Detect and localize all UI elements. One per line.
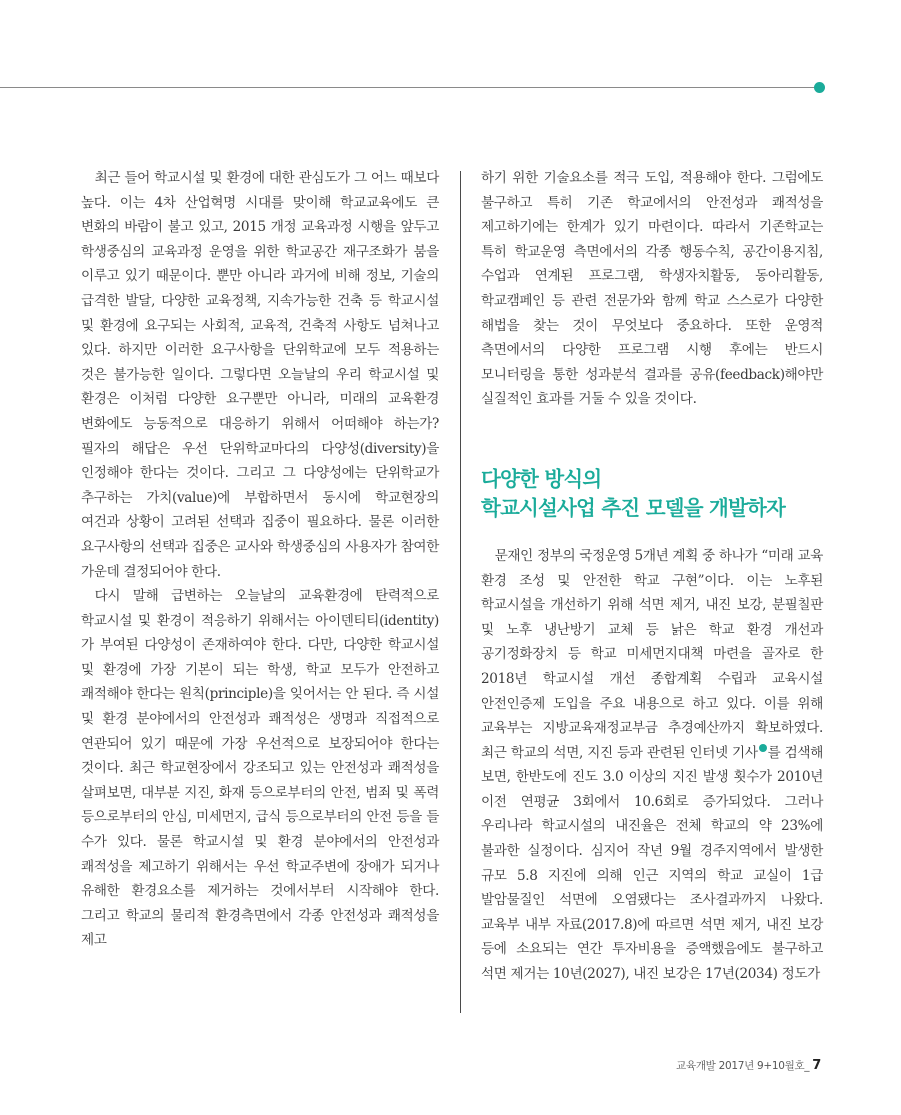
paragraph-text: 문재인 정부의 국정운영 5개년 계획 중 하나가 “미래 교육 환경 조성 및 안전한 학교 구현”이다. 이는 노후된 학교시설을 개선하기 위해 석면 제거, 내진 보강, 분필칠판 및 노후 냉난방기 교체 등 낡은 학교 환경 개선과 공기정화장치 등 학교 미세먼지대책 마련을 골자로 한 2018년 학교시설 개선 종합계획 수립과 교육시설 안전인증제 도입을 주요 내용으로 하고 있다. 이를 위해 교육부는 지방교육재정교부금 추경예산까지 확보하였다. 최근 학교의 석면, 지진 등과 관련된 인터넷 기사 [481, 547, 823, 761]
page-number: 7 [812, 1058, 821, 1073]
section-heading [481, 465, 823, 523]
section-heading-line-1: 다양한 방식의 [481, 466, 602, 491]
paragraph: 하기 위한 기술요소를 적극 도입, 적용해야 한다. 그럼에도 불구하고 특히 기존 학교에서의 안전성과 쾌적성을 제고하기에는 한계가 있기 마련이다. 따라서 기존학교는 특히 학교운영 측면에서의 각종 행동수칙, 공간이용지침, 수업과 연계된 프로그램, 학생자치활동, 동아리활동, 학교캠페인 등 관련 전문가와 함께 학교 스스로가 다양한 해법을 찾는 것이 무엇보다 중요하다. 또한 운영적 측면에서의 다양한 프로그램 시행 후에는 반드시 모니터링을 통한 성과분석 결과를 공유(feedback)해야만 실질적인 효과를 거둘 수 있을 것이다. [481, 170, 823, 408]
article-column-left [81, 166, 439, 953]
footnote-dot-icon[interactable] [759, 744, 767, 752]
paragraph: 다시 말해 급변하는 오늘날의 교육환경에 탄력적으로 학교시설 및 환경이 적응하기 위해서는 아이덴티티(identity)가 부여된 다양성이 존재하여야 한다. 다만, 다양한 학교시설 및 환경에 가장 기본이 되는 학생, 학교 모두가 안전하고 쾌적해야 한다는 원칙(principle)을 잊어서는 안 된다. 즉 시설 및 환경 분야에서의 안전성과 쾌적성은 생명과 직접적으로 연관되어 있기 때문에 가장 우선적으로 보장되어야 한다는 것이다. 최근 학교현장에서 강조되고 있는 안전성과 쾌적성을 살펴보면, 대부분 지진, 화재 등으로부터의 안전, 범죄 및 폭력 등으로부터의 안심, 미세먼지, 급식 등으로부터의 안전 등을 들 수가 있다. 물론 학교시설 및 환경 분야에서의 안전성과 쾌적성을 제고하기 위해서는 우선 학교주변에 장애가 되거나 유해한 환경요소를 제거하는 것에서부터 시작해야 한다. 그리고 학교의 물리적 환경측면에서 각종 안전성과 쾌적성을 제고 [81, 588, 439, 949]
page-footer [676, 1058, 821, 1073]
paragraph: 최근 들어 학교시설 및 환경에 대한 관심도가 그 어느 때보다 높다. 이는 4차 산업혁명 시대를 맞이해 학교교육에도 큰 변화의 바람이 불고 있고, 2015 개정 교육과정 시행을 앞두고 학생중심의 교육과정 운영을 위한 학교공간 재구조화가 붐을 이루고 있기 때문이다. 뿐만 아니라 과거에 비해 정보, 기술의 급격한 발달, 다양한 교육정책, 지속가능한 건축 등 학교시설 및 환경에 요구되는 사회적, 교육적, 건축적 사항도 넘쳐나고 있다. 하지만 이러한 요구사항을 단위학교에 모두 적용하는 것은 불가능한 일이다. 그렇다면 오늘날의 우리 학교시설 및 환경은 이처럼 다양한 요구뿐만 아니라, 미래의 교육환경 변화에도 능동적으로 대응하기 위해서 어떠해야 하는가? 필자의 해답은 우선 단위학교마다의 다양성(diversity)을 인정해야 한다는 것이다. 그리고 그 다양성에는 단위학교가 추구하는 가치(value)에 부합하면서 동시에 학교현장의 여건과 상황이 고려된 선택과 집중이 필요하다. 물론 이러한 요구사항의 선택과 집중은 교사와 학생중심의 사용자가 참여한 가운데 결정되어야 한다. [81, 170, 439, 580]
paragraph [481, 544, 823, 987]
section-heading-line-2: 학교시설사업 추진 모델을 개발하자 [481, 495, 786, 520]
header-rule [0, 87, 818, 88]
dot-marker-icon [814, 82, 825, 93]
column-divider [460, 171, 461, 1013]
issue-label: 교육개발 2017년 9+10월호_ [676, 1060, 810, 1072]
article-column-right [481, 166, 823, 987]
paragraph-text: 를 검색해 보면, 한반도에 진도 3.0 이상의 지진 발생 횟수가 2010년 이전 연평균 3회에서 10.6회로 증가되었다. 그러나 우리나라 학교시설의 내진율은 전체 학교의 약 23%에 불과한 실정이다. 심지어 작년 9월 경주지역에서 발생한 규모 5.8 지진에 의해 인근 지역의 학교 교실이 1급 발암물질인 석면에 오염됐다는 조사결과까지 나왔다. 교육부 내부 자료(2017.8)에 따르면 석면 제거, 내진 보강 등에 소요되는 연간 투자비용을 증액했음에도 불구하고 석면 제거는 10년(2027), 내진 보강은 17년(2034) 정도가 [481, 744, 823, 983]
